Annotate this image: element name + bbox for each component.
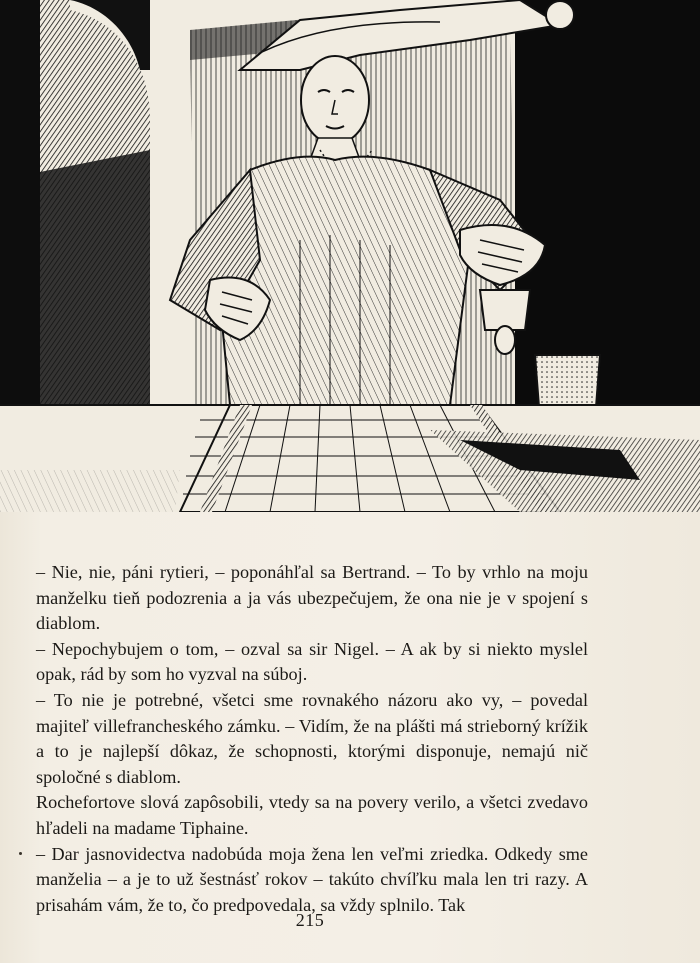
- paragraph: – To nie je potrebné, všetci sme rovnakého názoru ako vy, – povedal majiteľ villefrancheského zámku. – Vidím, že na plášti má strieborný krížik a to je najlepší dôkaz, že schopnosti, ktorými disponuje, nemajú nič spoločné s diablom.: [36, 689, 588, 787]
- paragraph: – Dar jasnovidectva nadobúda moja žena len veľmi zriedka. Odkedy sme manželia – a je to už šestnásť rokov – takúto chvíľku mala len tri razy. A prisahám vám, že to, čo predpovedala, sa vždy splnilo. Tak: [36, 843, 588, 915]
- body-text: [36, 560, 588, 918]
- paper-speck: [19, 852, 22, 855]
- paragraph: – Nie, nie, páni rytieri, – poponáhľal sa Bertrand. – To by vrhlo na moju manželku tieň podozrenia a ja vás ubezpečujem, že ona nie je v spojení s diablom.: [36, 562, 588, 634]
- dark-wall-right: [515, 0, 700, 405]
- page-number: 215: [295, 910, 325, 930]
- paragraph: Rochefortove slová zapôsobili, vtedy sa na povery verilo, a všetci zvedavo hľadeli na madame Tiphaine.: [36, 792, 588, 838]
- paragraph: – Nepochybujem o tom, – ozval sa sir Nigel. – A ak by si niekto myslel opak, rád by som ho vyzval na súboj.: [36, 638, 588, 685]
